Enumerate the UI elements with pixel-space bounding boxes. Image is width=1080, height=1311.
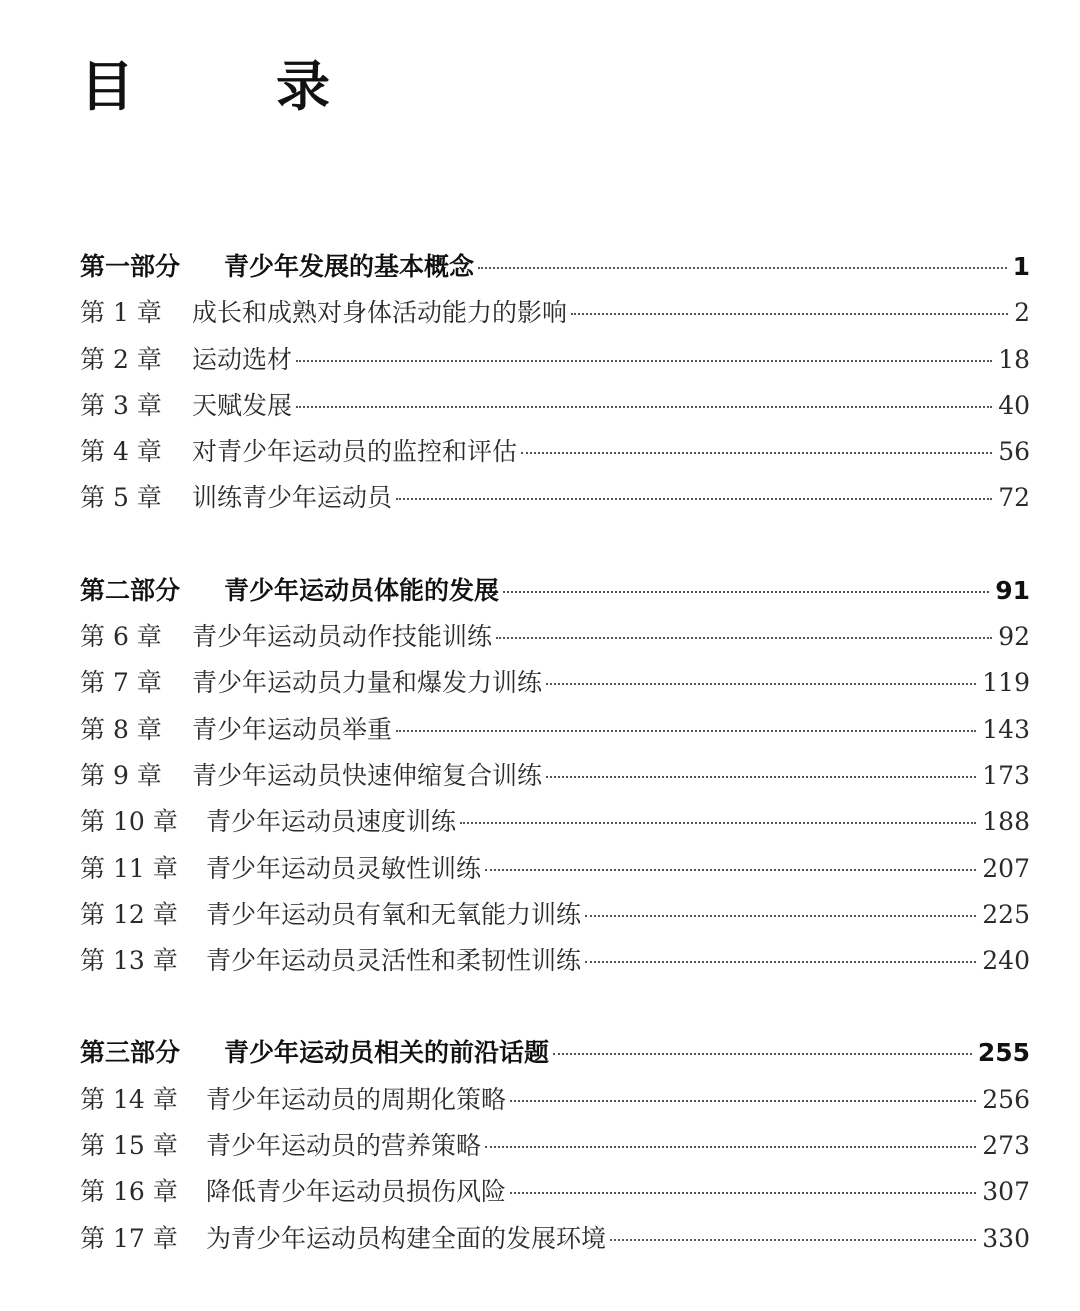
dot-leader bbox=[396, 730, 976, 732]
toc-chapter-entry[interactable] bbox=[80, 1216, 1030, 1262]
dot-leader bbox=[485, 869, 976, 871]
chapter-label: 第 16 章 bbox=[80, 1177, 178, 1207]
part-label: 第一部分 bbox=[80, 252, 181, 281]
part-label: 第三部分 bbox=[80, 1038, 181, 1068]
page-number: 18 bbox=[998, 344, 1030, 374]
dot-leader bbox=[485, 1146, 976, 1148]
page-number: 273 bbox=[982, 1131, 1030, 1161]
page-number: 207 bbox=[982, 853, 1030, 883]
chapter-title: 为青少年运动员构建全面的发展环境 bbox=[206, 1223, 607, 1253]
toc-section-part-3 bbox=[80, 1030, 1030, 1261]
page-number: 143 bbox=[982, 714, 1030, 744]
chapter-label: 第 9 章 bbox=[80, 760, 162, 790]
toc-part-entry[interactable] bbox=[80, 568, 1030, 614]
chapter-label: 第 10 章 bbox=[80, 807, 178, 837]
chapter-label: 第 17 章 bbox=[80, 1223, 178, 1253]
toc-part-entry[interactable] bbox=[80, 1030, 1030, 1076]
chapter-title: 青少年运动员举重 bbox=[192, 714, 393, 744]
chapter-label: 第 13 章 bbox=[80, 946, 178, 976]
toc-chapter-entry[interactable] bbox=[80, 337, 1030, 383]
toc-chapter-entry[interactable] bbox=[80, 1077, 1030, 1123]
chapter-title: 对青少年运动员的监控和评估 bbox=[192, 437, 518, 467]
page-number: 119 bbox=[982, 668, 1030, 698]
toc-chapter-entry[interactable] bbox=[80, 614, 1030, 660]
chapter-label: 第 6 章 bbox=[80, 622, 162, 652]
page-number: 173 bbox=[982, 760, 1030, 790]
toc-chapter-entry[interactable] bbox=[80, 707, 1030, 753]
chapter-label: 第 5 章 bbox=[80, 483, 162, 513]
chapter-title: 青少年运动员的周期化策略 bbox=[206, 1084, 507, 1114]
page-number: 225 bbox=[982, 899, 1030, 929]
dot-leader bbox=[585, 961, 976, 963]
chapter-title: 青少年运动员速度训练 bbox=[206, 807, 457, 837]
chapter-title: 青少年运动员力量和爆发力训练 bbox=[192, 668, 543, 698]
dot-leader bbox=[478, 267, 1007, 269]
page-number: 1 bbox=[1012, 252, 1030, 281]
chapter-title: 青少年运动员快速伸缩复合训练 bbox=[192, 760, 543, 790]
toc-chapter-entry[interactable] bbox=[80, 475, 1030, 521]
chapter-label: 第 14 章 bbox=[80, 1084, 178, 1114]
chapter-label: 第 1 章 bbox=[80, 298, 162, 328]
toc-chapter-entry[interactable] bbox=[80, 1123, 1030, 1169]
page-number: 188 bbox=[982, 807, 1030, 837]
page-number: 240 bbox=[982, 946, 1030, 976]
chapter-label: 第 7 章 bbox=[80, 668, 162, 698]
dot-leader bbox=[296, 406, 992, 408]
dot-leader bbox=[546, 776, 976, 778]
toc-chapter-entry[interactable] bbox=[80, 383, 1030, 429]
chapter-title: 青少年运动员有氧和无氧能力训练 bbox=[206, 899, 582, 929]
chapter-label: 第 8 章 bbox=[80, 714, 162, 744]
dot-leader bbox=[296, 360, 992, 362]
chapter-title: 运动选材 bbox=[192, 344, 293, 374]
chapter-title: 训练青少年运动员 bbox=[192, 483, 393, 513]
page-number: 56 bbox=[998, 437, 1030, 467]
toc-chapter-entry[interactable] bbox=[80, 1169, 1030, 1215]
dot-leader bbox=[396, 498, 992, 500]
toc-chapter-entry[interactable] bbox=[80, 660, 1030, 706]
part-label: 第二部分 bbox=[80, 575, 181, 605]
chapter-label: 第 3 章 bbox=[80, 390, 162, 420]
toc-chapter-entry[interactable] bbox=[80, 938, 1030, 984]
toc-heading: 目 录 bbox=[80, 55, 374, 118]
table-of-contents bbox=[80, 244, 1030, 1262]
dot-leader bbox=[460, 822, 976, 824]
page-number: 256 bbox=[982, 1084, 1030, 1114]
chapter-title: 青少年运动员动作技能训练 bbox=[192, 622, 493, 652]
dot-leader bbox=[503, 591, 989, 593]
page-number: 330 bbox=[982, 1223, 1030, 1253]
chapter-label: 第 4 章 bbox=[80, 437, 162, 467]
page-number: 92 bbox=[998, 622, 1030, 652]
toc-chapter-entry[interactable] bbox=[80, 892, 1030, 938]
page-number: 72 bbox=[998, 483, 1030, 513]
toc-section-part-1 bbox=[80, 244, 1030, 522]
chapter-title: 天赋发展 bbox=[192, 390, 293, 420]
part-title: 青少年运动员相关的前沿话题 bbox=[224, 1038, 550, 1068]
dot-leader bbox=[610, 1239, 976, 1241]
chapter-label: 第 2 章 bbox=[80, 344, 162, 374]
chapter-title: 成长和成熟对身体活动能力的影响 bbox=[192, 298, 568, 328]
chapter-title: 青少年运动员的营养策略 bbox=[206, 1131, 482, 1161]
page-number: 40 bbox=[998, 390, 1030, 420]
dot-leader bbox=[496, 637, 992, 639]
chapter-label: 第 11 章 bbox=[80, 853, 178, 883]
dot-leader bbox=[521, 452, 992, 454]
chapter-title: 青少年运动员灵活性和柔韧性训练 bbox=[206, 946, 582, 976]
chapter-title: 青少年运动员灵敏性训练 bbox=[206, 853, 482, 883]
page-number: 255 bbox=[977, 1038, 1030, 1068]
toc-chapter-entry[interactable] bbox=[80, 290, 1030, 336]
toc-chapter-entry[interactable] bbox=[80, 846, 1030, 892]
page-number: 91 bbox=[995, 575, 1030, 605]
dot-leader bbox=[571, 313, 1008, 315]
dot-leader bbox=[546, 683, 976, 685]
part-title: 青少年发展的基本概念 bbox=[224, 252, 475, 281]
dot-leader bbox=[510, 1100, 976, 1102]
page-number: 2 bbox=[1014, 298, 1030, 328]
dot-leader bbox=[553, 1053, 972, 1055]
dot-leader bbox=[510, 1192, 976, 1194]
page-number: 307 bbox=[982, 1177, 1030, 1207]
toc-chapter-entry[interactable] bbox=[80, 799, 1030, 845]
toc-chapter-entry[interactable] bbox=[80, 429, 1030, 475]
chapter-label: 第 12 章 bbox=[80, 899, 178, 929]
toc-part-entry[interactable] bbox=[80, 244, 1030, 290]
toc-section-part-2 bbox=[80, 568, 1030, 985]
chapter-label: 第 15 章 bbox=[80, 1131, 178, 1161]
chapter-title: 降低青少年运动员损伤风险 bbox=[206, 1177, 507, 1207]
dot-leader bbox=[585, 915, 976, 917]
part-title: 青少年运动员体能的发展 bbox=[224, 575, 500, 605]
toc-chapter-entry[interactable] bbox=[80, 753, 1030, 799]
